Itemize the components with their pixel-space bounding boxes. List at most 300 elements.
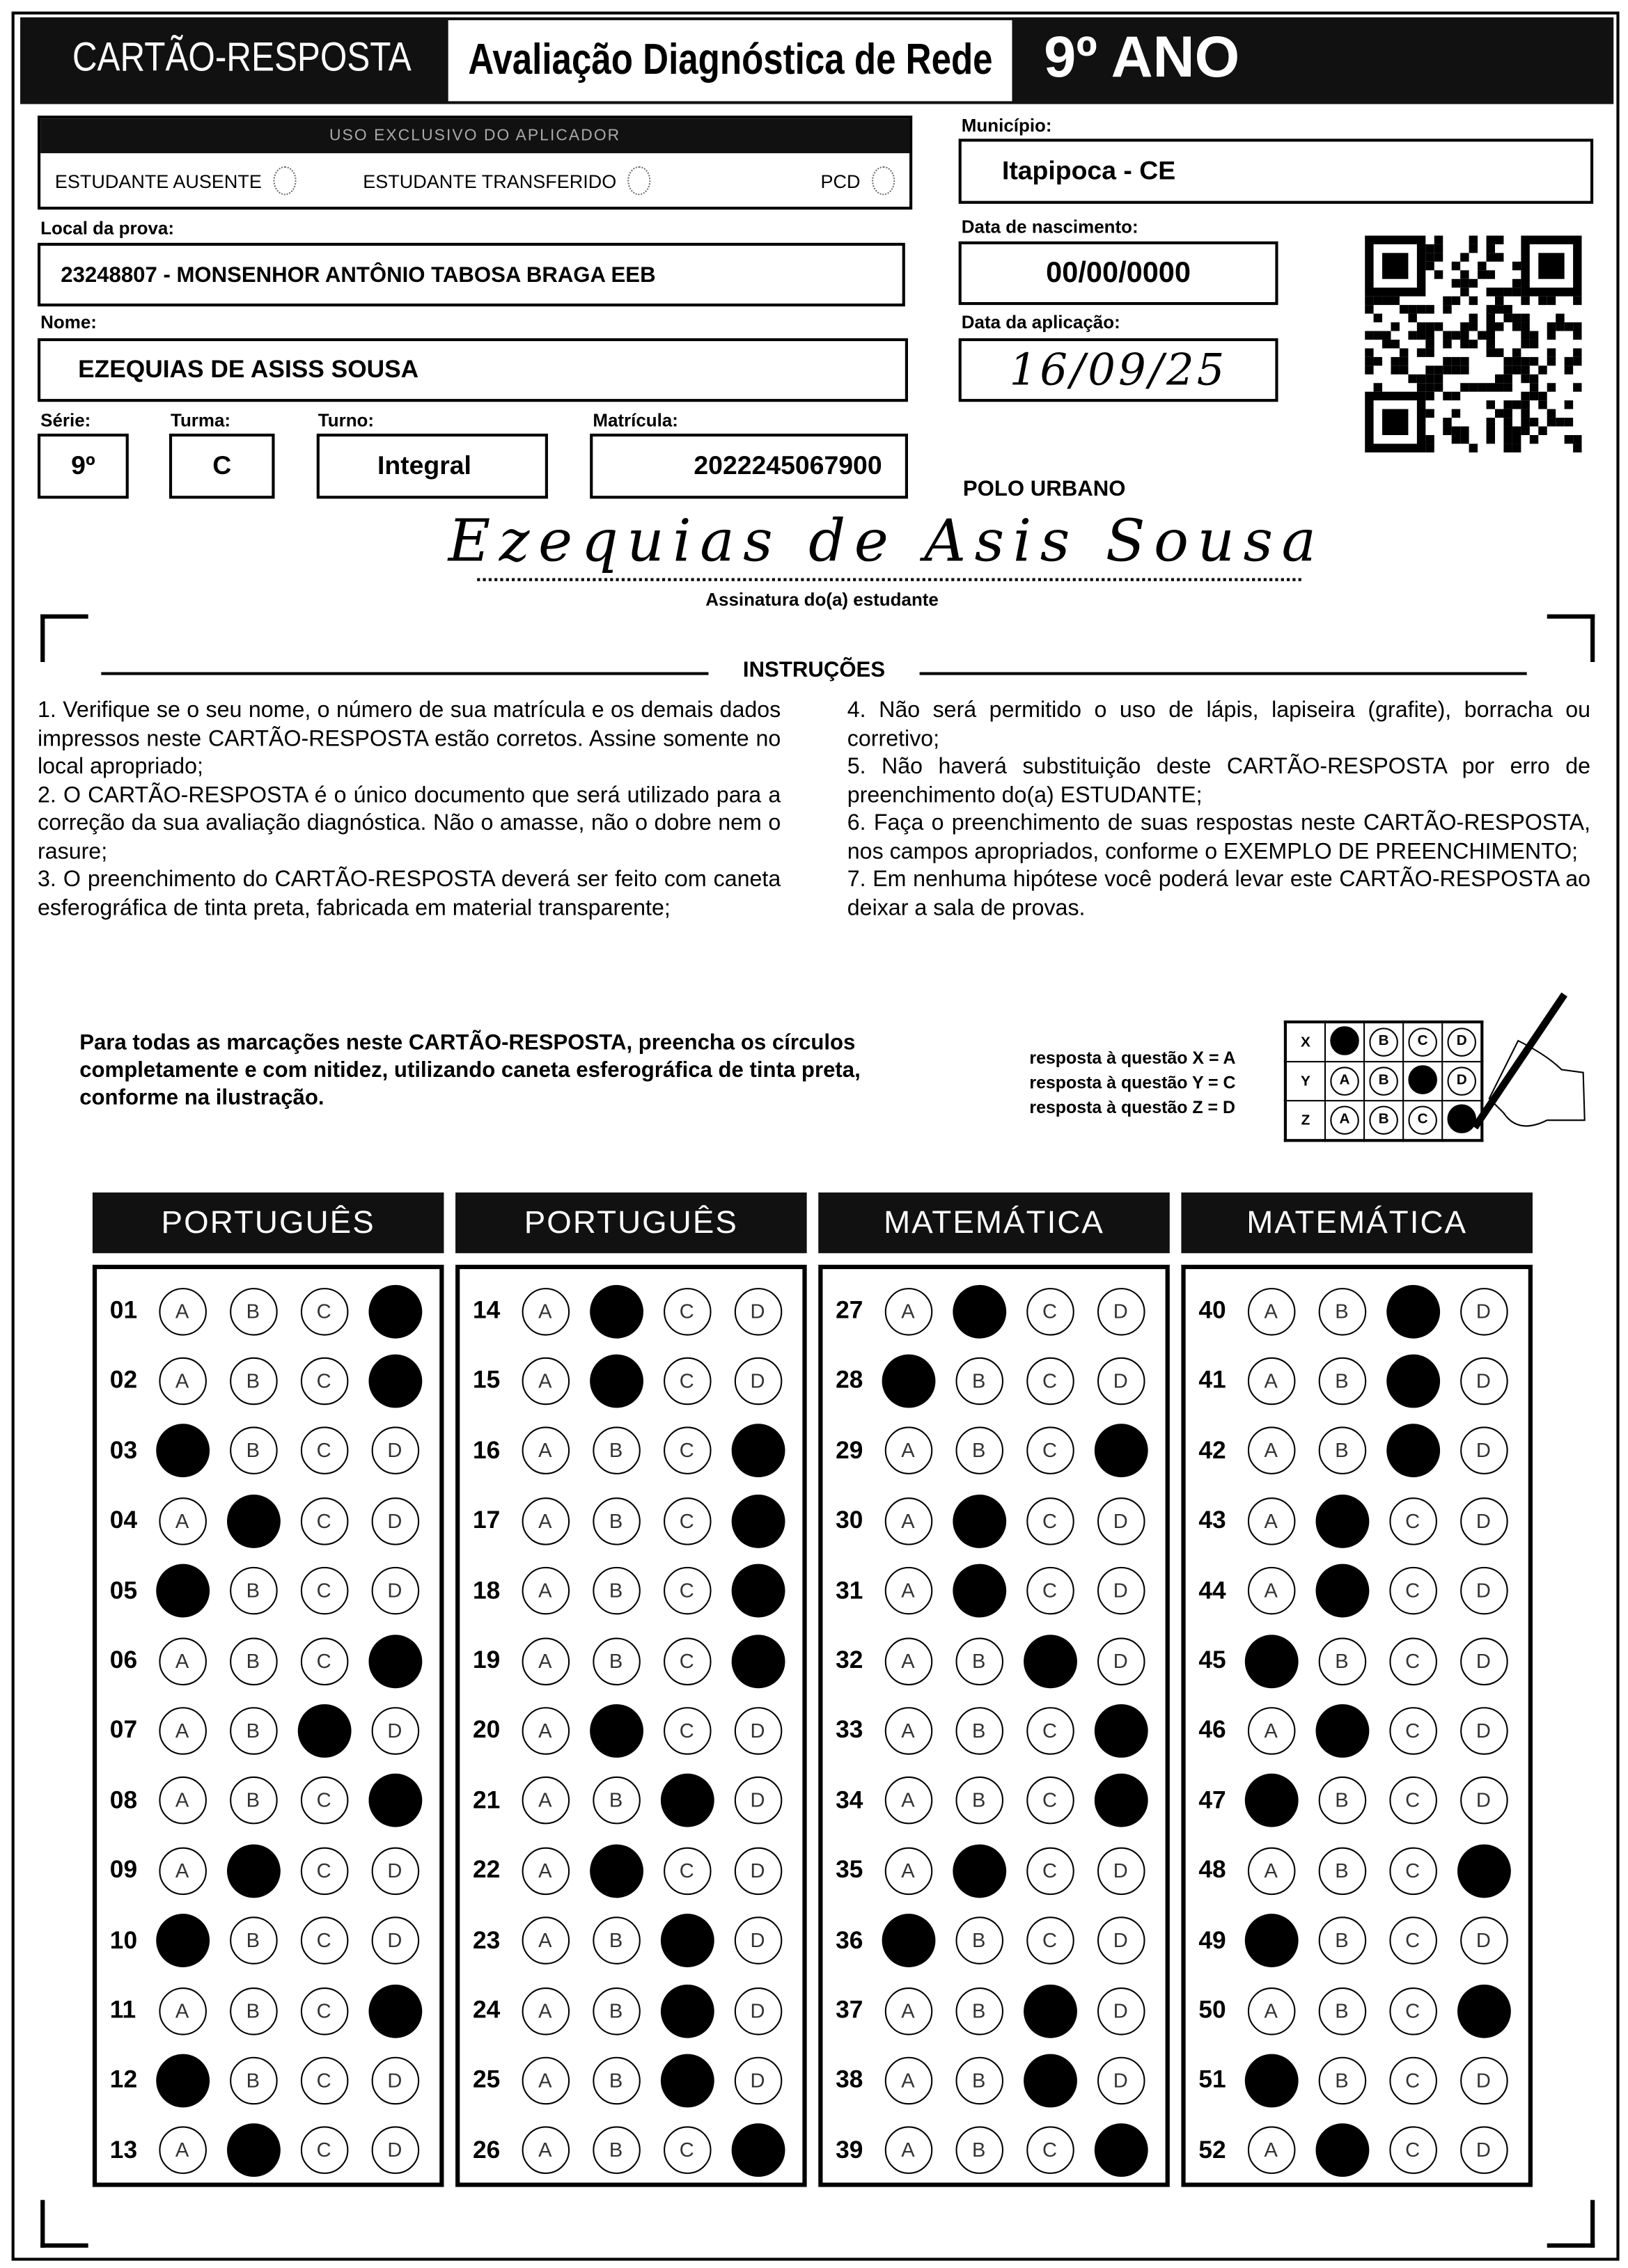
question-number: 15: [472, 1367, 501, 1394]
answer-bubble[interactable]: A: [1247, 1847, 1295, 1895]
answer-bubble-filled[interactable]: [589, 1844, 643, 1898]
answer-bubble[interactable]: B: [955, 1707, 1003, 1755]
question-number: 52: [1198, 2136, 1226, 2164]
aplicador-box: [38, 116, 912, 210]
answer-bubble[interactable]: C: [1026, 1777, 1074, 1825]
answer-bubble[interactable]: D: [1459, 1777, 1508, 1825]
answer-bubble[interactable]: A: [522, 1287, 570, 1335]
example-answers: [1029, 1046, 1235, 1120]
answer-bubble[interactable]: D: [371, 1567, 419, 1615]
answer-bubble[interactable]: A: [522, 1987, 570, 2035]
municipio-label: Município:: [961, 116, 1052, 136]
answer-bubble-filled[interactable]: [368, 1284, 421, 1338]
answer-bubble[interactable]: C: [300, 1357, 348, 1405]
question-number: 41: [1198, 1367, 1226, 1394]
answer-bubble-filled[interactable]: [731, 1494, 785, 1548]
question-number: 24: [472, 1996, 501, 2024]
answer-bubble[interactable]: C: [1026, 1287, 1074, 1335]
question-number: 30: [836, 1506, 863, 1534]
nome-label: Nome:: [40, 312, 97, 333]
answer-bubble[interactable]: C: [1388, 1637, 1437, 1685]
example-bubble: D: [1447, 1027, 1476, 1057]
answer-bubble-filled[interactable]: [368, 1984, 421, 2038]
answer-bubble-filled[interactable]: [731, 1634, 785, 1687]
instruction-item: 4. Não será permitido o uso de lápis, lapiseira (grafite), borracha ou corretivo;: [847, 698, 1591, 751]
header-title: CARTÃO-RESPOSTA: [72, 34, 412, 80]
answer-bubble[interactable]: D: [371, 2056, 419, 2104]
answer-bubble[interactable]: A: [1247, 1427, 1295, 1475]
answer-bubble-filled[interactable]: [1244, 1634, 1298, 1687]
question-number: 09: [109, 1856, 138, 1884]
answer-bubble[interactable]: D: [1459, 2056, 1508, 2104]
answer-bubble[interactable]: C: [663, 1707, 711, 1755]
answer-bubble[interactable]: C: [663, 2127, 711, 2175]
answer-bubble[interactable]: D: [371, 1917, 419, 1965]
nome-field: EZEQUIAS DE ASISS SOUSA: [38, 338, 908, 402]
qr-code: [1365, 235, 1581, 455]
question-number: 36: [836, 1926, 863, 1954]
answer-bubble[interactable]: D: [1459, 1637, 1508, 1685]
answer-bubble[interactable]: B: [1318, 1917, 1366, 1965]
answer-bubble[interactable]: B: [229, 1287, 277, 1335]
question-number: 31: [836, 1576, 863, 1604]
answer-bubble-filled[interactable]: [1315, 1704, 1368, 1758]
answer-bubble[interactable]: B: [955, 1427, 1003, 1475]
question-number: 17: [472, 1506, 501, 1534]
turma-field: C: [169, 434, 275, 498]
answer-bubble[interactable]: B: [229, 1357, 277, 1405]
answer-bubble[interactable]: D: [734, 1847, 782, 1895]
answer-bubble[interactable]: B: [1318, 1987, 1366, 2035]
answer-bubble-filled[interactable]: [882, 1914, 935, 1967]
option-ausente: ESTUDANTE AUSENTE: [54, 169, 262, 192]
answer-bubble[interactable]: B: [1318, 1777, 1366, 1825]
instructions-right: [847, 697, 1590, 922]
answer-bubble[interactable]: C: [663, 1287, 711, 1335]
answer-bubble[interactable]: C: [663, 1497, 711, 1545]
answer-bubble[interactable]: A: [884, 1987, 932, 2035]
transferido-bubble[interactable]: [628, 166, 651, 196]
instruction-item: 2. O CARTÃO-RESPOSTA é o único documento que será utilizado para a correção da sua avaliação diagnóstica. Não o amasse, não o dobre nem o rasure;: [37, 782, 781, 864]
answer-bubble[interactable]: C: [1388, 1777, 1437, 1825]
answer-bubble[interactable]: C: [1388, 1917, 1437, 1965]
nascimento-label: Data de nascimento:: [961, 216, 1138, 237]
answer-bubble-filled[interactable]: [952, 1844, 1005, 1898]
answer-bubble[interactable]: A: [884, 1777, 932, 1825]
local-label: Local da prova:: [40, 218, 174, 239]
question-number: 45: [1198, 1646, 1226, 1674]
section-header: MATEMÁTICA: [818, 1192, 1170, 1253]
answer-bubble[interactable]: D: [371, 1847, 419, 1895]
answer-bubble[interactable]: A: [522, 1427, 570, 1475]
answer-bubble-filled[interactable]: [368, 1634, 421, 1687]
signature: Ezequias de Asis Sousa: [448, 508, 1325, 576]
answer-bubble[interactable]: B: [1318, 1847, 1366, 1895]
answer-bubble[interactable]: B: [955, 1987, 1003, 2035]
question-number: 11: [109, 1996, 136, 2024]
answer-bubble-filled[interactable]: [1023, 2054, 1077, 2107]
answer-bubble[interactable]: D: [1459, 1707, 1508, 1755]
answer-bubble[interactable]: B: [955, 1777, 1003, 1825]
answer-bubble[interactable]: D: [1097, 1987, 1145, 2035]
answer-bubble-filled[interactable]: [1457, 1984, 1510, 2038]
answer-bubble-filled[interactable]: [155, 1564, 209, 1618]
answer-bubble[interactable]: D: [371, 1707, 419, 1755]
answer-bubble[interactable]: B: [229, 1917, 277, 1965]
question-number: 18: [472, 1576, 501, 1604]
answer-bubble[interactable]: A: [884, 1637, 932, 1685]
instruction-item: 6. Faça o preenchimento de suas respostas neste CARTÃO-RESPOSTA, nos campos apropriados, conforme o EXEMPLO DE PREENCHIMENTO;: [847, 810, 1591, 864]
question-number: 44: [1198, 1576, 1226, 1604]
answer-bubble[interactable]: D: [1459, 1567, 1508, 1615]
answer-bubble[interactable]: C: [1026, 1357, 1074, 1405]
question-number: 28: [836, 1367, 863, 1394]
question-number: 39: [836, 2136, 863, 2164]
answer-bubble[interactable]: B: [955, 1917, 1003, 1965]
answer-bubble-filled[interactable]: [1386, 1354, 1439, 1408]
corner-mark: [1547, 614, 1595, 662]
example-cell: [1403, 1022, 1442, 1062]
answer-bubble[interactable]: D: [1097, 2056, 1145, 2104]
example-question-label: Z: [1285, 1101, 1325, 1140]
answer-bubble-filled[interactable]: [1315, 1564, 1368, 1618]
instruction-item: 1. Verifique se o seu nome, o número de sua matrícula e os demais dados impressos neste CARTÃO-RESPOSTA estão corretos. Assine somente no local apropriado;: [37, 698, 781, 780]
question-number: 23: [472, 1926, 501, 1954]
question-number: 50: [1198, 1996, 1226, 2024]
answer-bubble[interactable]: A: [1247, 1357, 1295, 1405]
answer-bubble[interactable]: C: [300, 1497, 348, 1545]
answer-bubble-filled[interactable]: [952, 1494, 1005, 1548]
answer-bubble[interactable]: A: [522, 2127, 570, 2175]
answer-bubble[interactable]: A: [158, 2127, 206, 2175]
answer-bubble[interactable]: B: [955, 2127, 1003, 2175]
question-number: 42: [1198, 1436, 1226, 1464]
answer-bubble[interactable]: C: [1026, 2127, 1074, 2175]
question-number: 26: [472, 2136, 501, 2164]
answer-bubble[interactable]: C: [300, 1777, 348, 1825]
answer-bubble[interactable]: A: [522, 1567, 570, 1615]
answer-bubble[interactable]: D: [1459, 1427, 1508, 1475]
answer-bubble[interactable]: B: [1318, 1357, 1366, 1405]
answer-bubble[interactable]: A: [1247, 1497, 1295, 1545]
answer-bubble-filled[interactable]: [952, 1564, 1005, 1618]
answer-bubble-filled[interactable]: [155, 1914, 209, 1967]
answer-bubble[interactable]: B: [1318, 1427, 1366, 1475]
answer-bubble[interactable]: C: [1026, 1917, 1074, 1965]
answer-bubble-filled[interactable]: [1023, 1984, 1077, 2038]
answer-bubble[interactable]: B: [229, 1777, 277, 1825]
answer-bubble[interactable]: B: [229, 1707, 277, 1755]
example-row: [1285, 1062, 1482, 1101]
municipio-field: Itapipoca - CE: [959, 139, 1594, 203]
answer-bubble[interactable]: B: [592, 1777, 640, 1825]
answer-bubble[interactable]: B: [955, 1357, 1003, 1405]
answer-bubble[interactable]: B: [955, 1637, 1003, 1685]
answer-bubble-filled[interactable]: [589, 1284, 643, 1338]
answer-bubble[interactable]: A: [522, 2056, 570, 2104]
answer-bubble[interactable]: B: [1318, 1287, 1366, 1335]
answer-bubble-filled[interactable]: [226, 1494, 280, 1548]
answer-bubble[interactable]: B: [1318, 1637, 1366, 1685]
answer-bubble[interactable]: B: [592, 1987, 640, 2035]
answer-bubble[interactable]: B: [592, 1917, 640, 1965]
answer-bubble[interactable]: C: [1026, 1847, 1074, 1895]
answer-bubble[interactable]: B: [229, 1637, 277, 1685]
question-number: 16: [472, 1436, 501, 1464]
hand-pen-icon: [1460, 983, 1590, 1156]
answer-bubble[interactable]: A: [158, 1357, 206, 1405]
answer-bubble[interactable]: C: [1388, 1567, 1437, 1615]
signature-label: Assinatura do(a) estudante: [705, 590, 939, 611]
answer-bubble[interactable]: A: [522, 1637, 570, 1685]
answer-bubble[interactable]: C: [663, 1847, 711, 1895]
answer-bubble[interactable]: D: [1097, 1287, 1145, 1335]
header-assessment-title: [448, 20, 1012, 101]
answer-bubble[interactable]: B: [955, 2056, 1003, 2104]
answer-bubble[interactable]: C: [300, 1847, 348, 1895]
answer-bubble-filled[interactable]: [731, 1564, 785, 1618]
question-number: 29: [836, 1436, 863, 1464]
example-line: resposta à questão Z = D: [1029, 1096, 1236, 1118]
example-bubble: B: [1369, 1027, 1398, 1057]
answer-bubble[interactable]: C: [300, 2056, 348, 2104]
instructions-title: INSTRUÇÕES: [742, 657, 886, 683]
answer-bubble[interactable]: B: [229, 2056, 277, 2104]
question-number: 21: [472, 1786, 501, 1814]
answer-bubble[interactable]: A: [522, 1707, 570, 1755]
answer-bubble[interactable]: A: [522, 1497, 570, 1545]
answer-bubble[interactable]: A: [884, 1567, 932, 1615]
turma-label: Turma:: [171, 410, 231, 431]
answer-bubble[interactable]: B: [592, 1427, 640, 1475]
answer-bubble[interactable]: B: [229, 1987, 277, 2035]
answer-bubble[interactable]: C: [663, 1637, 711, 1685]
answer-bubble[interactable]: A: [884, 1497, 932, 1545]
question-number: 34: [836, 1786, 863, 1814]
answer-bubble[interactable]: B: [592, 1637, 640, 1685]
answer-bubble[interactable]: C: [1026, 1497, 1074, 1545]
example-bubble-filled: [1408, 1064, 1437, 1094]
answer-bubble[interactable]: D: [1459, 1357, 1508, 1405]
question-number: 10: [109, 1926, 138, 1954]
serie-label: Série:: [40, 410, 91, 431]
answer-bubble[interactable]: D: [1097, 1917, 1145, 1965]
answer-bubble[interactable]: C: [1388, 2056, 1437, 2104]
answer-bubble[interactable]: A: [522, 1357, 570, 1405]
assessment-title-text: Avaliação Diagnóstica de Rede: [467, 36, 993, 84]
answer-bubble[interactable]: D: [734, 1707, 782, 1755]
question-number: 37: [836, 1996, 863, 2024]
answer-bubble[interactable]: C: [663, 1567, 711, 1615]
example-row: [1285, 1101, 1482, 1140]
answer-bubble[interactable]: C: [663, 1427, 711, 1475]
answer-bubble[interactable]: A: [1247, 1707, 1295, 1755]
answer-bubble-filled[interactable]: [952, 1284, 1005, 1338]
answer-bubble[interactable]: D: [371, 1497, 419, 1545]
answer-bubble[interactable]: A: [158, 1637, 206, 1685]
example-cell: [1325, 1101, 1364, 1140]
answer-bubble[interactable]: D: [371, 2127, 419, 2175]
example-cell: [1364, 1101, 1403, 1140]
example-row: [1285, 1022, 1482, 1062]
answer-bubble-filled[interactable]: [660, 2054, 714, 2107]
example-bubble: A: [1330, 1066, 1359, 1096]
answer-bubble[interactable]: D: [734, 1917, 782, 1965]
nascimento-field: 00/00/0000: [959, 242, 1278, 305]
answer-bubble[interactable]: C: [1026, 1427, 1074, 1475]
answer-bubble[interactable]: C: [300, 1567, 348, 1615]
answer-bubble[interactable]: C: [300, 1287, 348, 1335]
answer-bubble[interactable]: B: [592, 1567, 640, 1615]
answer-bubble[interactable]: A: [884, 1287, 932, 1335]
example-line: resposta à questão X = A: [1029, 1048, 1236, 1069]
answer-bubble[interactable]: D: [1097, 1847, 1145, 1895]
answer-bubble[interactable]: C: [300, 1987, 348, 2035]
answer-bubble-filled[interactable]: [1315, 1494, 1368, 1548]
instruction-item: 5. Não haverá substituição deste CARTÃO-RESPOSTA por erro de preenchimento do(a) ESTUDANTE;: [847, 754, 1591, 808]
answer-bubble[interactable]: C: [1026, 1567, 1074, 1615]
pcd-bubble[interactable]: [872, 166, 895, 196]
answer-bubble[interactable]: D: [1097, 1357, 1145, 1405]
answer-bubble[interactable]: D: [734, 2056, 782, 2104]
answer-bubble-filled[interactable]: [589, 1704, 643, 1758]
answer-bubble-filled[interactable]: [660, 1914, 714, 1967]
question-number: 22: [472, 1856, 501, 1884]
answer-bubble-filled[interactable]: [1244, 1914, 1298, 1967]
answer-bubble[interactable]: A: [158, 1847, 206, 1895]
question-number: 40: [1198, 1296, 1226, 1324]
example-bubble: C: [1408, 1027, 1437, 1057]
signature-line: [477, 578, 1301, 581]
answer-bubble[interactable]: C: [300, 1637, 348, 1685]
answer-bubble[interactable]: C: [1026, 1707, 1074, 1755]
answer-bubble-filled[interactable]: [297, 1704, 351, 1758]
question-number: 19: [472, 1646, 501, 1674]
answer-bubble[interactable]: A: [1247, 2127, 1295, 2175]
answer-bubble-filled[interactable]: [155, 2054, 209, 2107]
question-number: 12: [109, 2065, 138, 2094]
answer-bubble[interactable]: D: [734, 1357, 782, 1405]
answer-bubble[interactable]: C: [1388, 1707, 1437, 1755]
answer-bubble[interactable]: D: [1097, 1497, 1145, 1545]
instruction-item: 7. Em nenhuma hipótese você poderá levar este CARTÃO-RESPOSTA ao deixar a sala de provas.: [847, 867, 1591, 920]
answer-bubble-filled[interactable]: [882, 1354, 935, 1408]
answer-bubble[interactable]: D: [1459, 1287, 1508, 1335]
answer-bubble[interactable]: A: [884, 1707, 932, 1755]
answer-bubble[interactable]: D: [1459, 1917, 1508, 1965]
question-number: 13: [109, 2136, 138, 2164]
answer-bubble[interactable]: D: [1459, 2127, 1508, 2175]
question-number: 14: [472, 1296, 501, 1324]
answer-bubble[interactable]: B: [592, 1497, 640, 1545]
question-number: 48: [1198, 1856, 1226, 1884]
answer-bubble-filled[interactable]: [589, 1354, 643, 1408]
answer-bubble[interactable]: D: [1097, 1567, 1145, 1615]
question-number: 25: [472, 2065, 501, 2094]
answer-bubble[interactable]: D: [1459, 1497, 1508, 1545]
question-number: 46: [1198, 1716, 1226, 1744]
answer-bubble-filled[interactable]: [1023, 1634, 1077, 1687]
question-number: 06: [109, 1646, 138, 1674]
answer-bubble[interactable]: C: [300, 1427, 348, 1475]
answer-bubble[interactable]: A: [158, 1707, 206, 1755]
answer-bubble[interactable]: C: [300, 2127, 348, 2175]
question-number: 04: [109, 1506, 138, 1534]
answer-bubble[interactable]: D: [734, 1987, 782, 2035]
answer-bubble-filled[interactable]: [368, 1354, 421, 1408]
answer-bubble[interactable]: A: [1247, 1287, 1295, 1335]
question-number: 27: [836, 1296, 863, 1324]
answer-bubble[interactable]: B: [592, 2056, 640, 2104]
option-pcd: PCD: [820, 169, 861, 192]
answer-bubble[interactable]: B: [229, 1567, 277, 1615]
option-transferido: ESTUDANTE TRANSFERIDO: [363, 169, 617, 192]
answer-bubble[interactable]: A: [158, 1777, 206, 1825]
example-cell: [1403, 1101, 1442, 1140]
answer-bubble-filled[interactable]: [1094, 1704, 1148, 1758]
answer-bubble[interactable]: B: [592, 2127, 640, 2175]
question-number: 02: [109, 1367, 138, 1394]
answer-bubble[interactable]: C: [1388, 1847, 1437, 1895]
answer-bubble[interactable]: B: [1318, 2056, 1366, 2104]
answer-bubble-filled[interactable]: [1457, 1844, 1510, 1898]
answer-bubble[interactable]: A: [158, 1287, 206, 1335]
ausente-bubble[interactable]: [274, 166, 297, 196]
question-number: 43: [1198, 1506, 1226, 1534]
answer-bubble[interactable]: C: [1388, 1987, 1437, 2035]
answer-bubble[interactable]: D: [734, 1777, 782, 1825]
example-line: resposta à questão Y = C: [1029, 1072, 1236, 1093]
example-bubble: D: [1447, 1066, 1476, 1096]
answer-bubble[interactable]: C: [300, 1917, 348, 1965]
answer-bubble-filled[interactable]: [1386, 1284, 1439, 1338]
answer-bubble[interactable]: A: [884, 2127, 932, 2175]
question-number: 01: [109, 1296, 138, 1324]
answer-bubble[interactable]: A: [522, 1847, 570, 1895]
header-grade: 9º ANO: [1044, 26, 1240, 90]
answer-bubble[interactable]: A: [1247, 1987, 1295, 2035]
matricula-label: Matrícula:: [593, 410, 678, 431]
answer-bubble[interactable]: C: [663, 1357, 711, 1405]
answer-bubble[interactable]: D: [1097, 1637, 1145, 1685]
answer-bubble[interactable]: A: [158, 1987, 206, 2035]
answer-bubble[interactable]: A: [884, 1847, 932, 1895]
answer-bubble[interactable]: A: [884, 2056, 932, 2104]
answer-bubble[interactable]: B: [229, 1427, 277, 1475]
example-bubble-filled: [1330, 1025, 1359, 1055]
answer-bubble[interactable]: A: [158, 1497, 206, 1545]
answer-bubble-filled[interactable]: [660, 1984, 714, 2038]
matricula-field: 2022245067900: [590, 434, 908, 498]
answer-bubble[interactable]: C: [1388, 2127, 1437, 2175]
answer-bubble[interactable]: A: [522, 1917, 570, 1965]
answer-bubble[interactable]: D: [734, 1287, 782, 1335]
aplicacao-label: Data da aplicação:: [961, 312, 1120, 333]
answer-bubble[interactable]: C: [1388, 1497, 1437, 1545]
answer-bubble[interactable]: A: [1247, 1567, 1295, 1615]
question-number: 49: [1198, 1926, 1226, 1954]
turno-label: Turno:: [318, 410, 375, 431]
example-instructions: Para todas as marcações neste CARTÃO-RESPOSTA, preencha os círculos completamente e com nitidez, utilizando caneta esferográfica de tinta preta, conforme na ilustração.: [79, 1030, 861, 1110]
answer-bubble-filled[interactable]: [226, 1844, 280, 1898]
question-number: 38: [836, 2065, 863, 2094]
answer-bubble-filled[interactable]: [1244, 2054, 1298, 2107]
example-table: [1284, 1021, 1484, 1142]
answer-bubble[interactable]: A: [522, 1777, 570, 1825]
question-number: 47: [1198, 1786, 1226, 1814]
answer-bubble[interactable]: A: [884, 1427, 932, 1475]
answer-bubble[interactable]: D: [371, 1427, 419, 1475]
